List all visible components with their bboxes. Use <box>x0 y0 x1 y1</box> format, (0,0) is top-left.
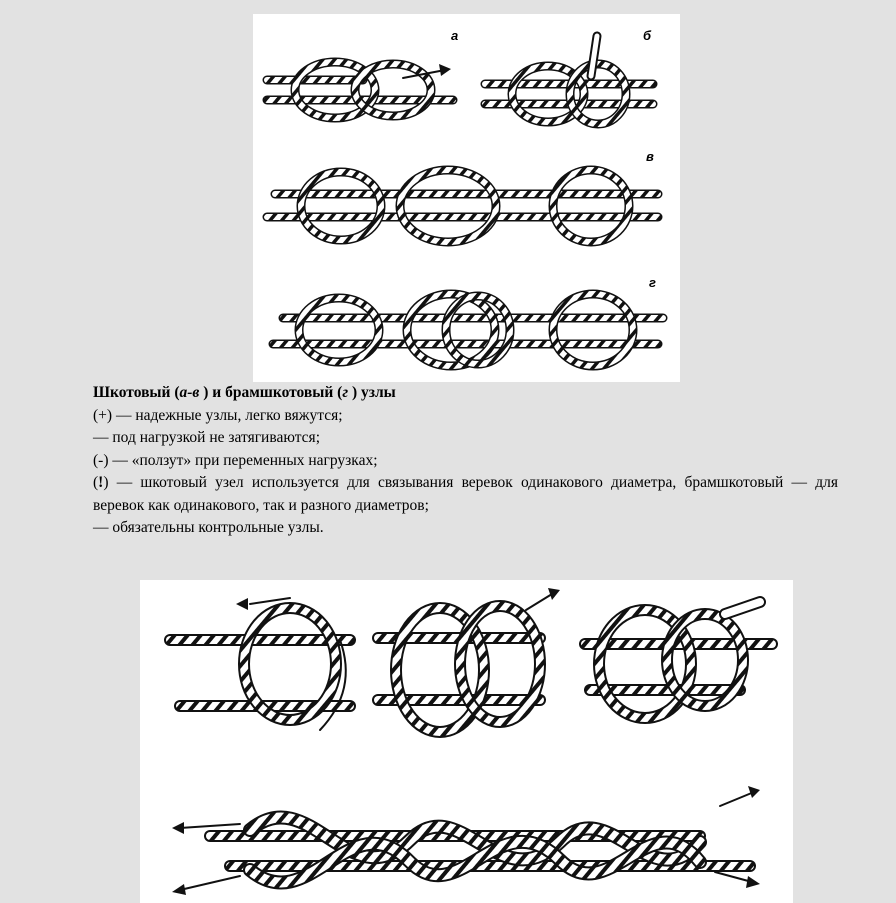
label-a: а <box>451 28 459 43</box>
bottom-knots-drawing <box>140 580 793 903</box>
caption-part-2: ) и брамшкотовый ( <box>199 384 343 401</box>
excl-mark: ! <box>98 474 104 491</box>
no-tighten-line: — под нагрузкой не затягиваются; <box>93 429 320 446</box>
excl-close: ) <box>103 474 109 491</box>
knot-g <box>273 294 663 366</box>
control-knots-line: — обязательны контрольные узлы. <box>93 519 324 536</box>
excl-open: ( <box>93 474 99 491</box>
label-g: г <box>649 275 656 290</box>
pros-line <box>48 405 838 428</box>
label-b: б <box>643 28 652 43</box>
plus-sign: (+) <box>93 406 113 424</box>
caption-part-1: Шкотовый ( <box>93 384 180 401</box>
cons-line <box>48 450 838 473</box>
label-v: в <box>646 149 654 164</box>
description-text <box>48 382 838 540</box>
top-knots-figure <box>253 14 680 382</box>
minus-sign: (-) <box>93 451 109 469</box>
plus-text: — надежные узлы, легко вяжутся; <box>112 406 343 424</box>
step-2 <box>378 588 560 732</box>
note-text: — шкотовый узел используется для связывания веревок одинакового диаметра, брамшкотовый — для веревок как одинакового, так и разного диаметров; <box>93 474 838 514</box>
knot-v <box>267 170 658 242</box>
knot-b <box>485 36 653 124</box>
step-4 <box>172 786 760 895</box>
top-knots-drawing <box>253 14 680 382</box>
caption-g: г <box>342 384 349 401</box>
caption-range: а-в <box>179 384 200 401</box>
knot-a <box>267 62 453 118</box>
bottom-knots-figure <box>140 580 793 903</box>
caption-part-3: ) узлы <box>348 384 396 401</box>
step-1 <box>170 598 350 730</box>
minus-text: — «ползут» при переменных нагрузках; <box>108 451 378 469</box>
step-3 <box>585 602 772 718</box>
caption-title <box>48 382 838 405</box>
note-line <box>48 472 838 517</box>
